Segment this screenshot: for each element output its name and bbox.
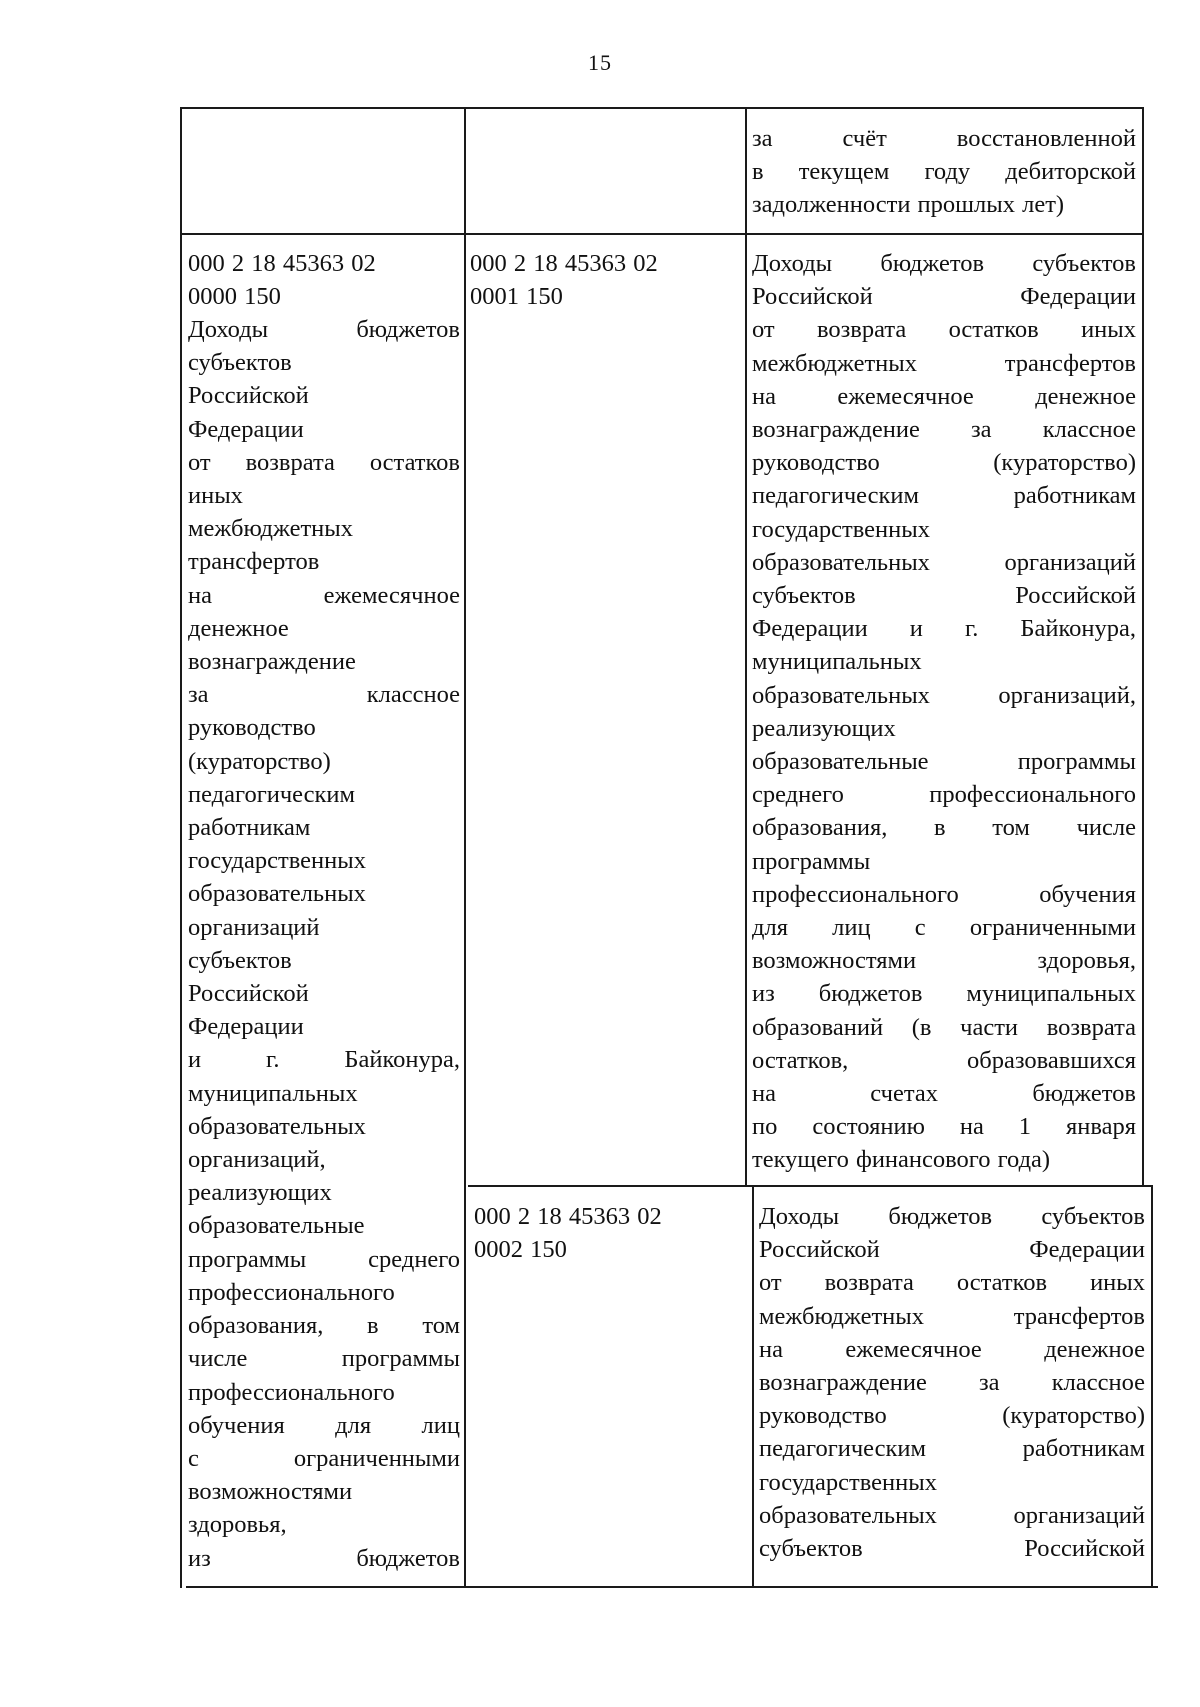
text-line: обучения для лиц bbox=[188, 1411, 460, 1439]
code-line: 000 2 18 45363 02 bbox=[188, 250, 376, 277]
text-line: Федерации и г. Байконура, bbox=[752, 615, 1136, 643]
text-line: из бюджетов муниципальных bbox=[752, 980, 1136, 1008]
text-line: Доходы бюджетов субъектов bbox=[759, 1203, 1145, 1230]
column-separator-2-upper bbox=[745, 107, 747, 1187]
text-line: текущего финансового года) bbox=[752, 1146, 1051, 1174]
text-line: межбюджетных трансфертов bbox=[759, 1302, 1145, 1330]
text-line: образовательные bbox=[188, 1212, 365, 1240]
text-line: педагогическим работникам bbox=[752, 482, 1136, 510]
text-line: за классное bbox=[188, 681, 460, 709]
text-line: субъектов bbox=[188, 946, 292, 974]
sub-row-1-description bbox=[752, 247, 1136, 1177]
text-line: из бюджетов bbox=[188, 1544, 460, 1572]
text-line: профессионального bbox=[188, 1278, 395, 1306]
group-name bbox=[188, 313, 460, 1575]
text-line: на ежемесячное денежное bbox=[752, 382, 1136, 410]
text-line: образований (в части возврата bbox=[752, 1013, 1136, 1041]
column-separator-1 bbox=[464, 107, 466, 1588]
sub-row-2-code bbox=[474, 1200, 746, 1266]
text-line: и г. Байконура, bbox=[188, 1046, 460, 1074]
text-line: здоровья, bbox=[188, 1511, 287, 1539]
text-line: (кураторство) bbox=[188, 747, 331, 775]
text-line: образовательные программы bbox=[752, 748, 1136, 776]
text-line: руководство (кураторство) bbox=[759, 1402, 1145, 1430]
text-line: реализующих bbox=[188, 1179, 332, 1207]
text-line: педагогическим bbox=[188, 780, 356, 808]
text-line: среднего профессионального bbox=[752, 781, 1136, 809]
group-code bbox=[188, 247, 458, 313]
text-line: за счёт восстановленной bbox=[752, 125, 1136, 152]
text-line: возможностями bbox=[188, 1478, 353, 1506]
text-line: образовательных организаций, bbox=[752, 681, 1136, 709]
text-line: муниципальных bbox=[188, 1079, 358, 1107]
sub-row-separator bbox=[468, 1185, 1152, 1187]
text-line: государственных bbox=[188, 847, 366, 875]
text-line: межбюджетных трансфертов bbox=[752, 349, 1136, 377]
text-line: образовательных bbox=[188, 1112, 366, 1140]
table-bottom-border bbox=[186, 1586, 1158, 1588]
text-line: вознаграждение за классное bbox=[752, 416, 1136, 444]
text-line: организаций bbox=[188, 913, 320, 941]
table-right-border-upper bbox=[1142, 107, 1144, 1187]
text-line: образовательных организаций bbox=[752, 548, 1136, 576]
text-line: Российской Федерации bbox=[752, 283, 1136, 311]
text-line: Российской bbox=[188, 382, 309, 410]
text-line: на счетах бюджетов bbox=[752, 1080, 1136, 1108]
text-line: трансфертов bbox=[188, 548, 320, 576]
text-line: муниципальных bbox=[752, 648, 922, 676]
text-line: педагогическим работникам bbox=[759, 1435, 1145, 1463]
code-line: 000 2 18 45363 02 bbox=[474, 1203, 662, 1230]
text-line: вознаграждение bbox=[188, 648, 356, 676]
text-line: Российской bbox=[188, 980, 309, 1008]
text-line: межбюджетных bbox=[188, 515, 353, 543]
sub-row-2-description bbox=[759, 1200, 1145, 1565]
code-line: 0001 150 bbox=[470, 283, 563, 311]
text-line: субъектов Российской bbox=[759, 1535, 1145, 1563]
text-line: профессионального обучения bbox=[752, 880, 1136, 908]
text-line: денежное bbox=[188, 614, 289, 642]
text-line: по состоянию на 1 января bbox=[752, 1113, 1136, 1141]
text-line: на ежемесячное денежное bbox=[759, 1335, 1145, 1363]
text-line: от возврата остатков иных bbox=[759, 1269, 1145, 1297]
text-line: Российской Федерации bbox=[759, 1236, 1145, 1264]
code-line: 000 2 18 45363 02 bbox=[470, 250, 658, 277]
page-number: 15 bbox=[588, 50, 612, 75]
text-line: реализующих bbox=[752, 714, 896, 742]
text-line: субъектов Российской bbox=[752, 582, 1136, 610]
sub-row-1-code bbox=[470, 247, 740, 313]
text-line: для лиц с ограниченными bbox=[752, 914, 1136, 942]
text-line: возможностями здоровья, bbox=[752, 947, 1136, 975]
text-line: от возврата остатков иных bbox=[752, 316, 1136, 344]
row-separator bbox=[180, 233, 1144, 235]
text-line: образовательных bbox=[188, 880, 366, 908]
text-line: в текущем году дебиторской bbox=[752, 158, 1136, 186]
text-line: остатков, образовавшихся bbox=[752, 1046, 1136, 1074]
text-line: числе программы bbox=[188, 1345, 460, 1373]
text-line: Доходы бюджетов bbox=[188, 316, 460, 343]
text-line: Федерации bbox=[188, 1013, 304, 1041]
text-line: на ежемесячное bbox=[188, 581, 460, 609]
text-line: образования, в том числе bbox=[752, 814, 1136, 842]
text-line: иных bbox=[188, 482, 243, 510]
text-line: Федерации bbox=[188, 415, 304, 443]
text-line: Доходы бюджетов субъектов bbox=[752, 250, 1136, 277]
text-line: субъектов bbox=[188, 349, 292, 377]
text-line: государственных bbox=[759, 1468, 937, 1496]
top-row-description bbox=[752, 122, 1136, 222]
text-line: руководство (кураторство) bbox=[752, 449, 1136, 477]
text-line: программы bbox=[752, 847, 871, 875]
text-line: вознаграждение за классное bbox=[759, 1369, 1145, 1397]
code-line: 0000 150 bbox=[188, 283, 281, 311]
column-separator-2-lower bbox=[752, 1185, 754, 1588]
text-line: задолженности прошлых лет) bbox=[752, 191, 1065, 219]
table-left-border bbox=[180, 107, 182, 1588]
table-right-border-lower bbox=[1151, 1185, 1153, 1588]
text-line: руководство bbox=[188, 714, 316, 742]
text-line: профессионального bbox=[188, 1378, 395, 1406]
table-top-border bbox=[180, 107, 1144, 109]
text-line: с ограниченными bbox=[188, 1444, 460, 1472]
text-line: программы среднего bbox=[188, 1245, 460, 1273]
text-line: работникам bbox=[188, 814, 311, 842]
text-line: образования, в том bbox=[188, 1312, 460, 1340]
text-line: организаций, bbox=[188, 1146, 326, 1174]
text-line: образовательных организаций bbox=[759, 1501, 1145, 1529]
text-line: от возврата остатков bbox=[188, 448, 460, 476]
code-line: 0002 150 bbox=[474, 1236, 567, 1264]
text-line: государственных bbox=[752, 515, 930, 543]
